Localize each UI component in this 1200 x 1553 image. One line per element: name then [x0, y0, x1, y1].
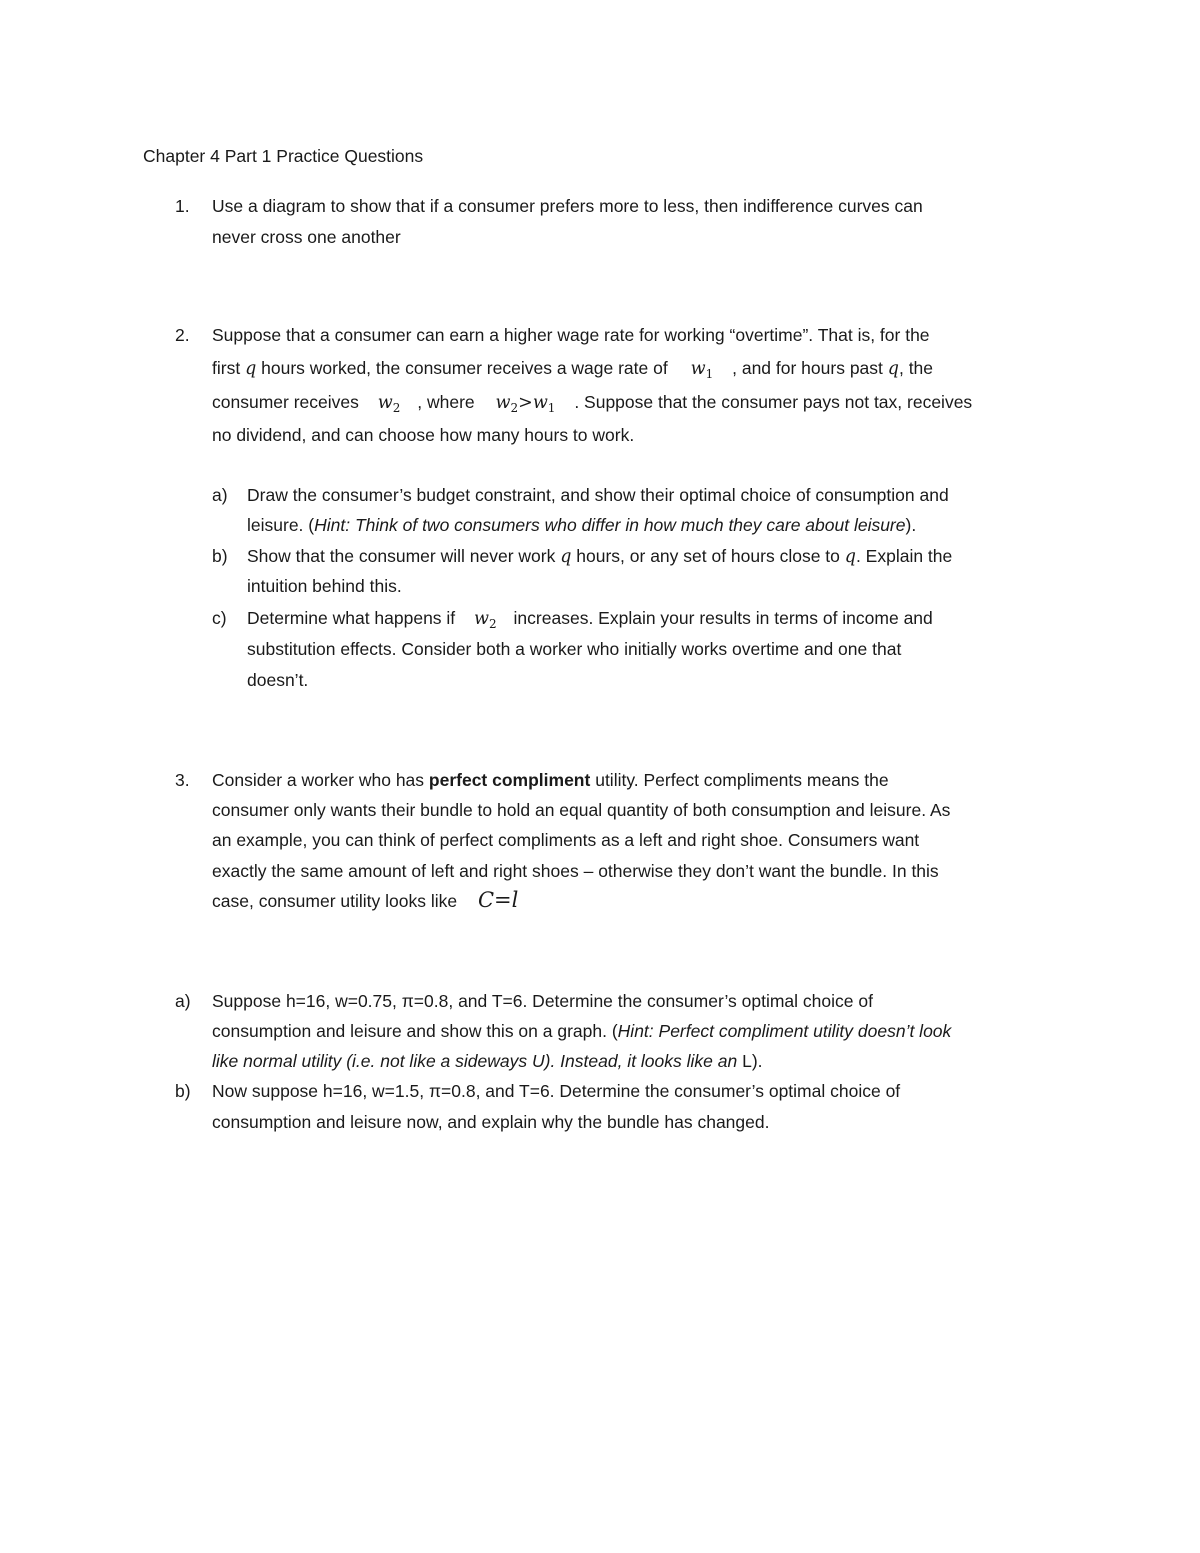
- page-title: Chapter 4 Part 1 Practice Questions: [143, 146, 424, 166]
- question-3-line-5: [212, 889, 518, 912]
- hint-text: Hint: Think of two consumers who differ in how much they care about leisure: [314, 515, 906, 535]
- question-3-line-3: an example, you can think of perfect compliments as a left and right shoe. Consumers want: [212, 830, 920, 850]
- text-segment: first: [212, 358, 246, 378]
- question-3b-label: b): [175, 1081, 191, 1101]
- question-2-line-3: [212, 391, 972, 419]
- text-segment: case, consumer utility looks like: [212, 891, 458, 911]
- w-letter: w: [474, 609, 490, 629]
- text-segment: Consider a worker who has: [212, 770, 429, 790]
- greater-than-sign: >: [518, 393, 533, 413]
- w-subscript: 1: [547, 401, 556, 415]
- text-segment: hours, or any set of hours close to: [571, 546, 845, 566]
- question-1-line-2: never cross one another: [212, 227, 401, 247]
- text-segment: increases. Explain your results in terms of income and: [513, 608, 933, 628]
- hint-text: like normal utility (i.e. not like a sideways U). Instead, it looks like an: [212, 1051, 738, 1071]
- wage-w2-symbol: [474, 609, 497, 629]
- question-3a-line-2: [212, 1020, 951, 1042]
- question-2-number: 2.: [175, 325, 190, 345]
- variable-q: q: [245, 359, 257, 379]
- text-segment: Determine what happens if: [247, 608, 456, 628]
- text-segment: consumer receives: [212, 392, 359, 412]
- bold-term: perfect compliment: [428, 770, 591, 790]
- w-subscript: 2: [489, 617, 497, 631]
- utility-formula: C=l: [477, 888, 519, 912]
- question-2-line-4: no dividend, and can choose how many hours to work.: [212, 425, 635, 445]
- text-segment: , and for hours past: [732, 358, 888, 378]
- text-segment: consumption and leisure and show this on a graph. (: [212, 1021, 618, 1041]
- question-2-line-2: [212, 357, 933, 385]
- w-letter: w: [690, 359, 706, 379]
- text-segment: ).: [905, 515, 917, 535]
- hint-text: Hint: Perfect compliment utility doesn’t look: [617, 1021, 952, 1041]
- question-2a-label: a): [212, 485, 228, 505]
- text-segment: L).: [737, 1051, 763, 1071]
- question-3a-line-1: Suppose h=16, w=0.75, π=0.8, and T=6. Determine the consumer’s optimal choice of: [212, 991, 873, 1011]
- wage-w1-symbol: [691, 359, 714, 379]
- question-2c-line-3: doesn’t.: [247, 670, 309, 690]
- w-subscript: 1: [705, 367, 714, 381]
- question-3b-line-1: Now suppose h=16, w=1.5, π=0.8, and T=6. Determine the consumer’s optimal choice of: [212, 1081, 901, 1101]
- question-2a-line-2: [247, 514, 916, 536]
- question-2-line-1: Suppose that a consumer can earn a higher wage rate for working “overtime”. That is, for the: [212, 325, 930, 345]
- question-2c-line-1: [247, 607, 933, 635]
- question-2b-line-1: [247, 545, 952, 568]
- question-3a-label: a): [175, 991, 191, 1011]
- question-3a-line-3: [212, 1050, 763, 1072]
- w-letter: w: [495, 393, 511, 413]
- text-segment: . Explain the: [855, 546, 953, 566]
- variable-q: q: [560, 547, 572, 567]
- question-2b-label: b): [212, 546, 228, 566]
- w-letter: w: [532, 393, 548, 413]
- w-subscript: 2: [392, 401, 401, 415]
- text-segment: , the: [898, 358, 934, 378]
- w-subscript: 2: [510, 401, 519, 415]
- question-3b-line-2: consumption and leisure now, and explain why the bundle has changed.: [212, 1112, 770, 1132]
- text-segment: , where: [417, 392, 475, 412]
- w-letter: w: [377, 393, 393, 413]
- question-2c-line-2: substitution effects. Consider both a worker who initially works overtime and one that: [247, 639, 902, 659]
- question-3-line-1: [212, 769, 889, 791]
- text-segment: utility. Perfect compliments means the: [590, 770, 889, 790]
- variable-q: q: [844, 547, 856, 567]
- question-3-line-4: exactly the same amount of left and right shoes – otherwise they don’t want the bundle. In this: [212, 861, 939, 881]
- question-3-line-2: consumer only wants their bundle to hold an equal quantity of both consumption and leisure. As: [212, 800, 951, 820]
- question-1-line-1: Use a diagram to show that if a consumer prefers more to less, then indifference curves can: [212, 196, 923, 216]
- question-2c-label: c): [212, 608, 227, 628]
- text-segment: leisure. (: [247, 515, 315, 535]
- text-segment: . Suppose that the consumer pays not tax, receives: [574, 392, 973, 412]
- wage-inequality: [496, 393, 556, 413]
- text-segment: Show that the consumer will never work: [247, 546, 561, 566]
- question-2b-line-2: intuition behind this.: [247, 576, 402, 596]
- question-1-number: 1.: [175, 196, 190, 216]
- question-3-number: 3.: [175, 770, 190, 790]
- wage-w2-symbol: [378, 393, 401, 413]
- text-segment: hours worked, the consumer receives a wage rate of: [256, 358, 668, 378]
- question-2a-line-1: Draw the consumer’s budget constraint, and show their optimal choice of consumption and: [247, 485, 949, 505]
- variable-q: q: [887, 359, 899, 379]
